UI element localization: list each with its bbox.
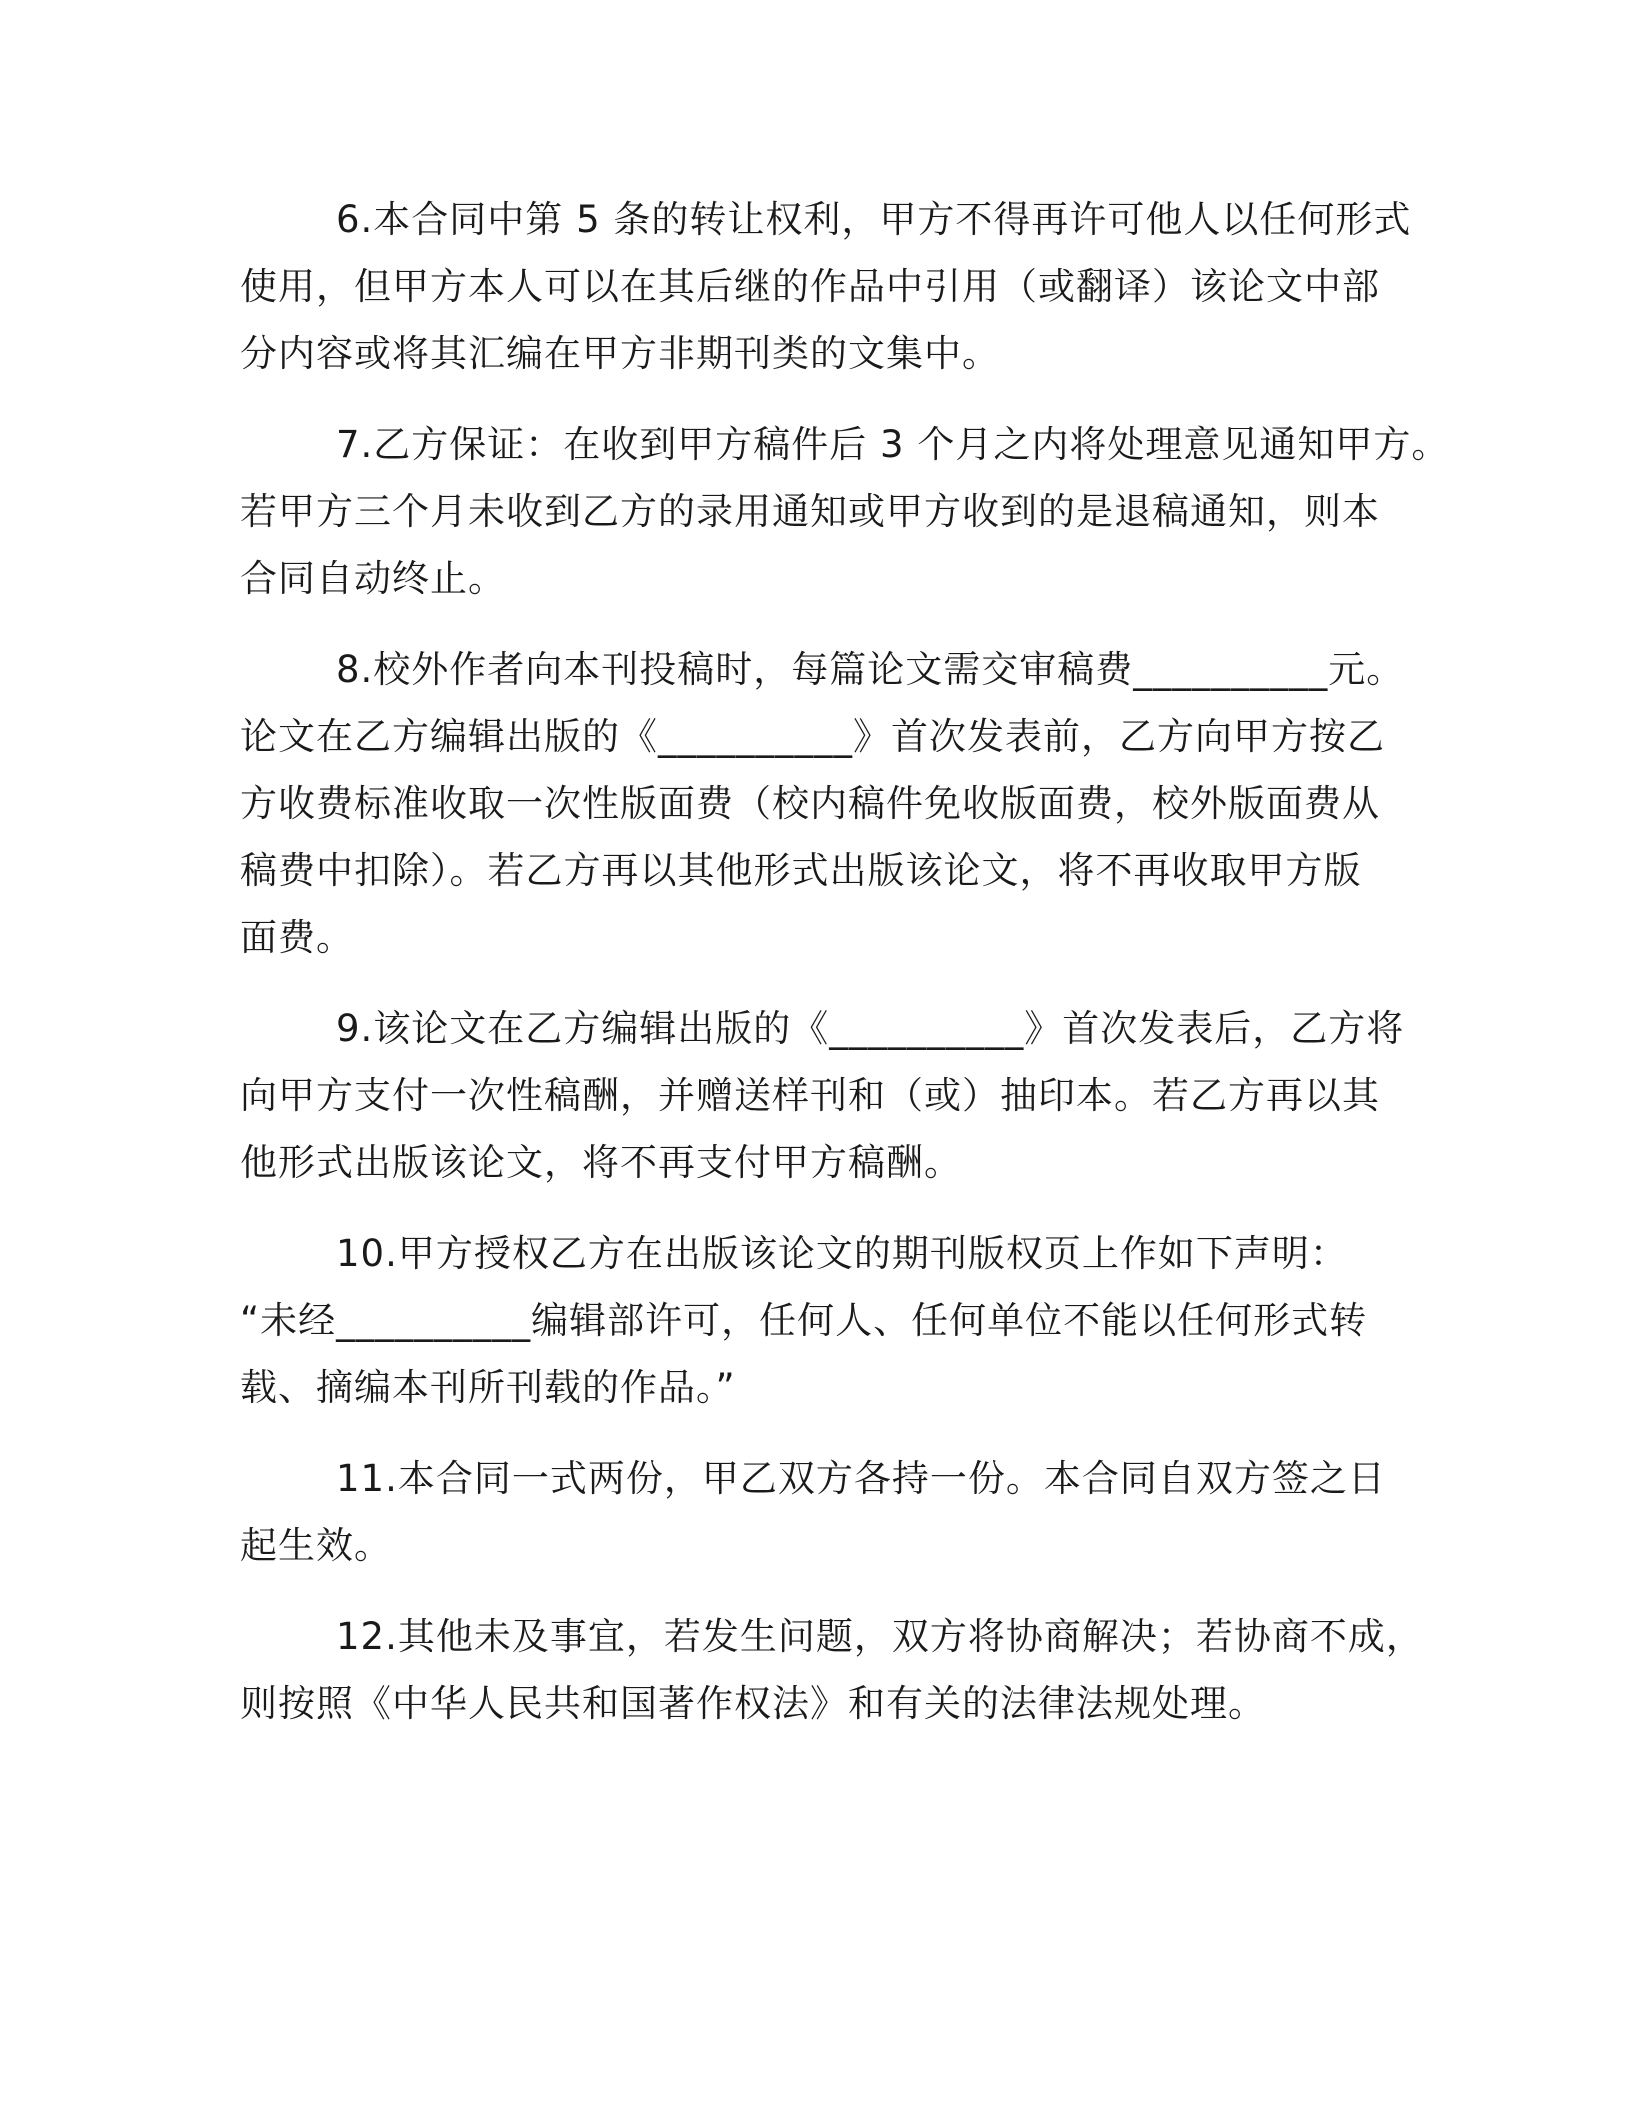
clause-line: 载、摘编本刊所刊载的作品。” bbox=[240, 1366, 736, 1409]
clause-line: 他形式出版该论文，将不再支付甲方稿酬。 bbox=[240, 1141, 962, 1184]
clause-line: 11.本合同一式两份，甲乙双方各持一份。本合同自双方签之日 bbox=[336, 1457, 1386, 1500]
clause-line: 若甲方三个月未收到乙方的录用通知或甲方收到的是退稿通知，则本 bbox=[240, 490, 1380, 533]
clause-12 bbox=[240, 1603, 1424, 1737]
clause-line: 向甲方支付一次性稿酬，并赠送样刊和（或）抽印本。若乙方再以其 bbox=[240, 1074, 1380, 1117]
clause-line: 使用，但甲方本人可以在其后继的作品中引用（或翻译）该论文中部 bbox=[240, 265, 1380, 308]
clause-line: “未经__________编辑部许可，任何人、任何单位不能以任何形式转 bbox=[240, 1299, 1368, 1342]
clause-9 bbox=[240, 995, 1405, 1196]
clause-line: 合同自动终止。 bbox=[240, 557, 506, 600]
clause-7 bbox=[240, 411, 1450, 612]
clause-line: 面费。 bbox=[240, 916, 354, 959]
clause-line: 稿费中扣除）。若乙方再以其他形式出版该论文，将不再收取甲方版 bbox=[240, 849, 1362, 892]
clause-line: 9.该论文在乙方编辑出版的《__________》首次发表后，乙方将 bbox=[336, 1007, 1405, 1050]
clause-line: 则按照《中华人民共和国著作权法》和有关的法律法规处理。 bbox=[240, 1682, 1266, 1725]
clause-line: 分内容或将其汇编在甲方非期刊类的文集中。 bbox=[240, 332, 1000, 375]
document-body bbox=[240, 186, 1450, 1761]
clause-line: 方收费标准收取一次性版面费（校内稿件免收版面费，校外版面费从 bbox=[240, 782, 1380, 825]
clause-line: 8.校外作者向本刊投稿时，每篇论文需交审稿费__________元。 bbox=[336, 648, 1405, 691]
clause-line: 起生效。 bbox=[240, 1524, 392, 1567]
clause-line: 10.甲方授权乙方在出版该论文的期刊版权页上作如下声明： bbox=[336, 1232, 1348, 1275]
clause-6 bbox=[240, 186, 1412, 387]
clause-line: 12.其他未及事宜，若发生问题，双方将协商解决；若协商不成， bbox=[336, 1615, 1424, 1658]
clause-11 bbox=[240, 1445, 1400, 1579]
clause-line: 论文在乙方编辑出版的《__________》首次发表前，乙方向甲方按乙 bbox=[240, 715, 1385, 758]
clause-line: 7.乙方保证：在收到甲方稿件后 3 个月之内将处理意见通知甲方。 bbox=[336, 423, 1450, 466]
clause-8 bbox=[240, 636, 1405, 971]
clause-line: 6.本合同中第 5 条的转让权利，甲方不得再许可他人以任何形式 bbox=[336, 198, 1412, 241]
clause-10 bbox=[240, 1220, 1400, 1421]
